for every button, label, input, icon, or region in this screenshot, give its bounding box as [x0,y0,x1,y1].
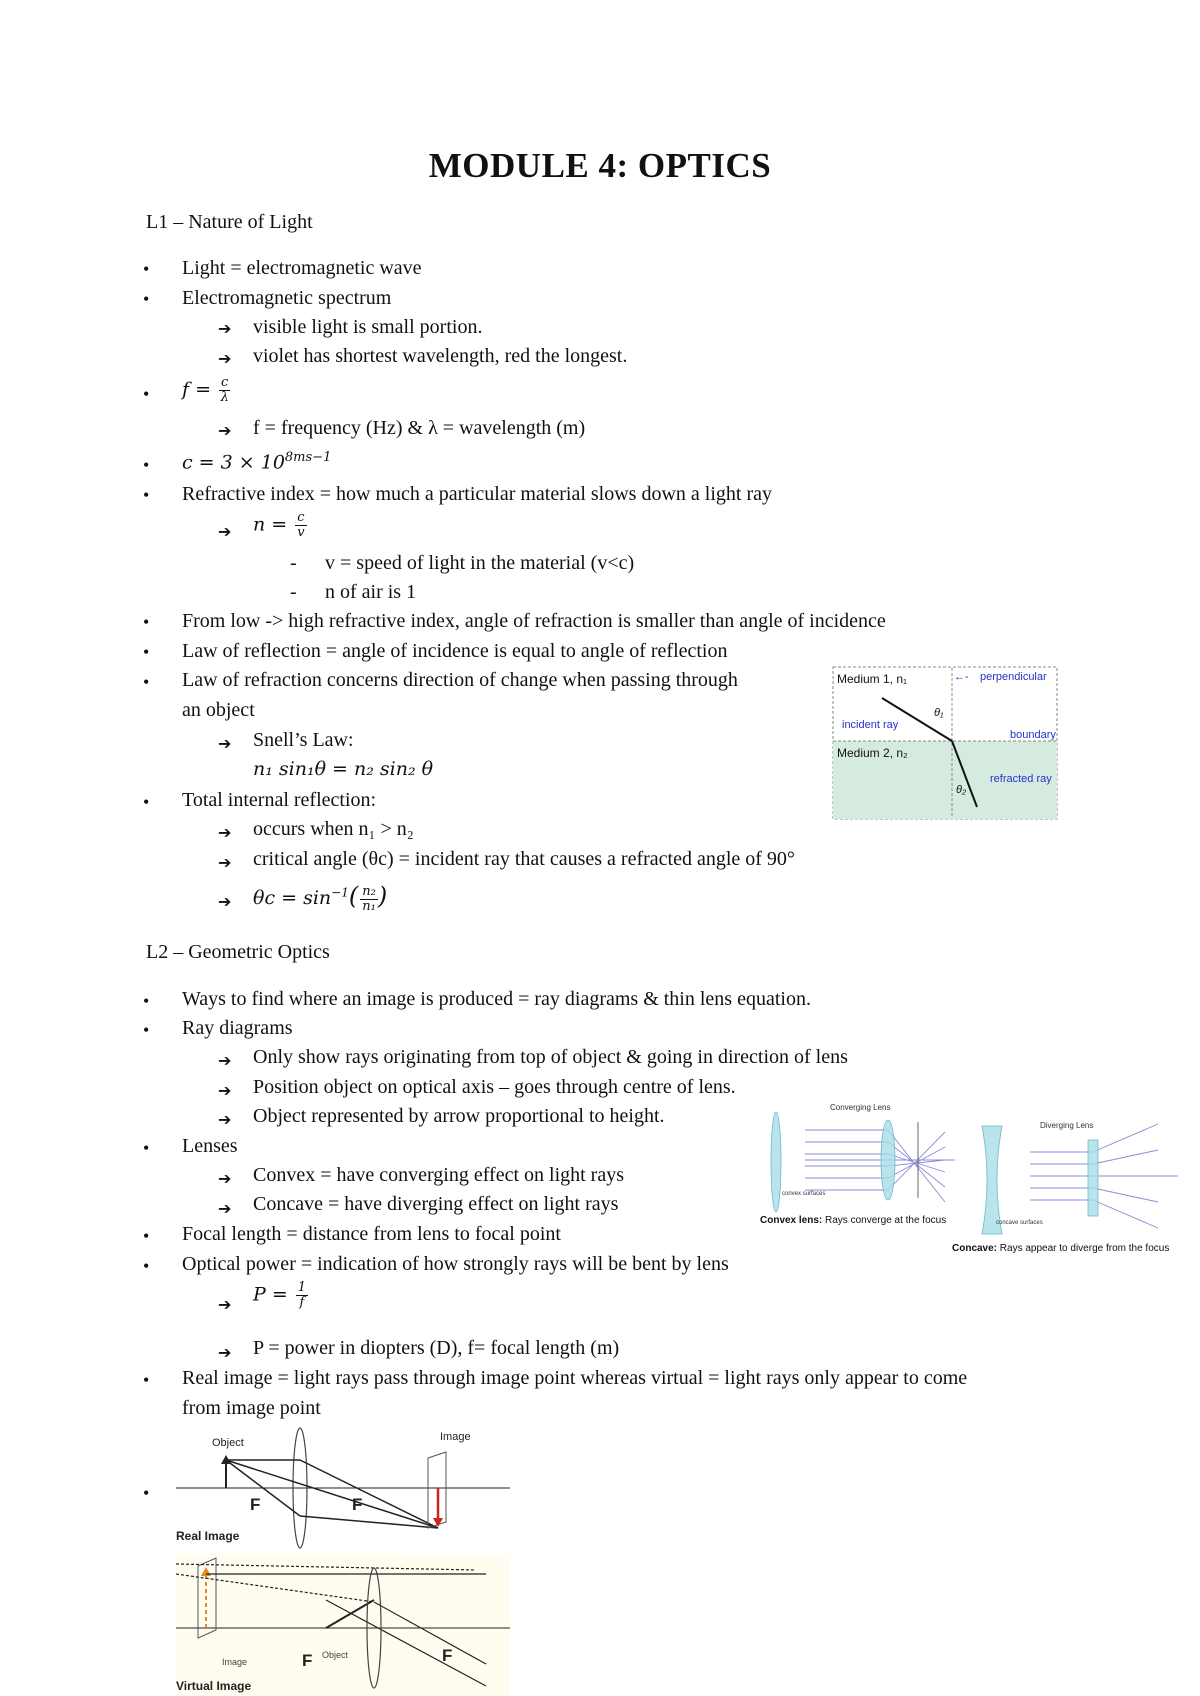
arrow-icon: ➔ [218,1171,232,1188]
list-item: Law of refraction concerns direction of change when passing through [182,669,738,691]
theta1-label: θ₁ [934,707,944,719]
page-title: MODULE 4: OPTICS [428,146,772,185]
arrow-icon: ➔ [218,1112,232,1129]
bullet-icon: • [143,991,150,1011]
diverging-lens-label: Diverging Lens [1040,1121,1094,1130]
list-item-continuation: an object [182,699,255,721]
refractive-index-equation: n = $\frac{c}{v}$ [253,510,305,540]
list-item: Only show rays originating from top of object & going in direction of lens [253,1046,848,1068]
list-item: Focal length = distance from lens to focal point [182,1223,561,1245]
lens-diagram [760,1102,1180,1258]
virtual-image-label: Image [222,1657,248,1667]
bullet-icon: • [143,1370,150,1390]
snells-law-equation: n₁ sin₁θ = n₂ sin₂ θ [253,758,434,780]
arrow-icon: ➔ [218,855,232,872]
list-item: visible light is small portion. [253,316,483,338]
theta2-label: θ₂ [956,784,967,796]
incident-ray-label: incident ray [842,719,899,731]
convex-lens-side-icon [771,1112,781,1212]
real-focal-point-right: F [352,1495,363,1514]
critical-angle-equation: $\theta c = \sin^{-1}$( $\frac{\text{n₂}}{\text{n₁}}$ ) [253,882,388,914]
list-item: n of air is 1 [325,581,417,603]
bullet-icon: • [143,1020,150,1040]
virtual-image-panel [176,1554,510,1696]
arrow-icon: ➔ [218,1083,232,1100]
bullet-icon: • [143,1138,150,1158]
arrow-icon: ➔ [218,1297,232,1314]
list-item: Total internal reflection: [182,789,377,811]
list-item: From low -> high refractive index, angle of refraction is smaller than angle of incidence [182,610,886,632]
list-item-continuation: from image point [182,1397,321,1419]
bullet-icon: • [143,792,150,812]
list-item: Real image = light rays pass through image point whereas virtual = light rays only appear to come [182,1367,968,1389]
concave-caption: Concave: Rays appear to diverge from the focus [952,1243,1170,1254]
list-item: P = power in diopters (D), f= focal length (m) [253,1337,620,1359]
refracted-ray-label: refracted ray [990,773,1052,785]
medium-2-label: Medium 2, n₂ [837,746,908,760]
real-ray-2 [226,1460,438,1528]
virtual-object-label: Object [322,1650,349,1660]
boundary-label: boundary [1010,729,1056,741]
list-item: Object represented by arrow proportional to height. [253,1105,665,1127]
virtual-focal-point-left: F [302,1651,313,1670]
convex-lens-icon [881,1120,895,1200]
list-item: Convex = have converging effect on light rays [253,1164,624,1186]
perpendicular-label: perpendicular [980,671,1047,683]
arrow-icon: ➔ [218,423,232,440]
list-item: Snell’s Law: [253,729,354,751]
converging-rays [805,1130,955,1202]
list-item: Electromagnetic spectrum [182,287,392,309]
bullet-icon: • [143,642,150,662]
arrow-icon: ➔ [218,736,232,753]
list-item: occurs when n₁ > n₂ [253,818,414,840]
list-item: Ways to find where an image is produced = ray diagrams & thin lens equation. [182,988,811,1010]
convex-caption: Convex lens: Rays converge at the focus [760,1215,947,1226]
arrow-icon: ➔ [218,351,232,368]
real-image-caption: Real Image [176,1529,240,1543]
list-item: Concave = have diverging effect on light rays [253,1193,619,1215]
list-item: Refractive index = how much a particular material slows down a light ray [182,483,772,505]
list-item: Position object on optical axis – goes through centre of lens. [253,1076,736,1098]
perpendicular-arrow-icon: ←- [954,671,969,683]
real-focal-point-left: F [250,1495,261,1514]
list-item: Lenses [182,1135,238,1157]
refraction-diagram [832,666,1058,820]
speed-of-light-equation: $c = 3 \times 10^{8ms-1}$ [182,450,332,474]
arrow-icon: ➔ [218,1345,232,1362]
bullet-icon: • [143,1256,150,1276]
convex-surfaces-label: convex surfaces [782,1191,826,1197]
diverging-rays [1030,1124,1178,1228]
list-item: Optical power = indication of how strongly rays will be bent by lens [182,1253,729,1275]
image-formation-diagram [176,1424,510,1696]
bullet-icon: • [143,672,150,692]
arrow-icon: ➔ [218,524,232,541]
section-heading-l2: L2 – Geometric Optics [146,941,330,963]
list-item: v = speed of light in the material (v<c) [325,552,635,574]
bullet-icon: • [143,384,150,404]
real-image-label: Image [440,1431,471,1443]
bullet-icon: • [143,1483,150,1503]
bullet-icon: • [143,259,150,279]
virtual-image-caption: Virtual Image [176,1679,252,1693]
concave-lens-side-icon [982,1126,1002,1234]
dash-icon: - [290,581,297,603]
list-item: critical angle (θc) = incident ray that causes a refracted angle of 90° [253,848,795,870]
frequency-equation: f = $\frac{c}{\lambda}$ [182,375,229,405]
optical-power-equation: P = $\frac{1}{f}$ [253,1280,307,1310]
bullet-icon: • [143,455,150,475]
list-item: Law of reflection = angle of incidence is equal to angle of reflection [182,640,728,662]
dash-icon: - [290,552,297,574]
converging-lens-label: Converging Lens [830,1103,891,1112]
bullet-icon: • [143,289,150,309]
arrow-icon: ➔ [218,894,232,911]
list-item: Ray diagrams [182,1017,293,1039]
concave-surfaces-label: concave surfaces [996,1220,1043,1226]
bullet-icon: • [143,612,150,632]
arrow-icon: ➔ [218,1053,232,1070]
arrow-icon: ➔ [218,825,232,842]
list-item: violet has shortest wavelength, red the longest. [253,345,628,367]
arrow-icon: ➔ [218,1201,232,1218]
object-label: Object [212,1437,244,1449]
section-heading-l1: L1 – Nature of Light [146,211,313,233]
medium-1-label: Medium 1, n₁ [837,672,908,686]
list-item: f = frequency (Hz) & λ = wavelength (m) [253,417,586,439]
bullet-icon: • [143,1226,150,1246]
bullet-icon: • [143,485,150,505]
arrow-icon: ➔ [218,321,232,338]
concave-lens-icon [1088,1140,1098,1216]
list-item: Light = electromagnetic wave [182,257,422,279]
virtual-focal-point-right: F [442,1646,453,1665]
